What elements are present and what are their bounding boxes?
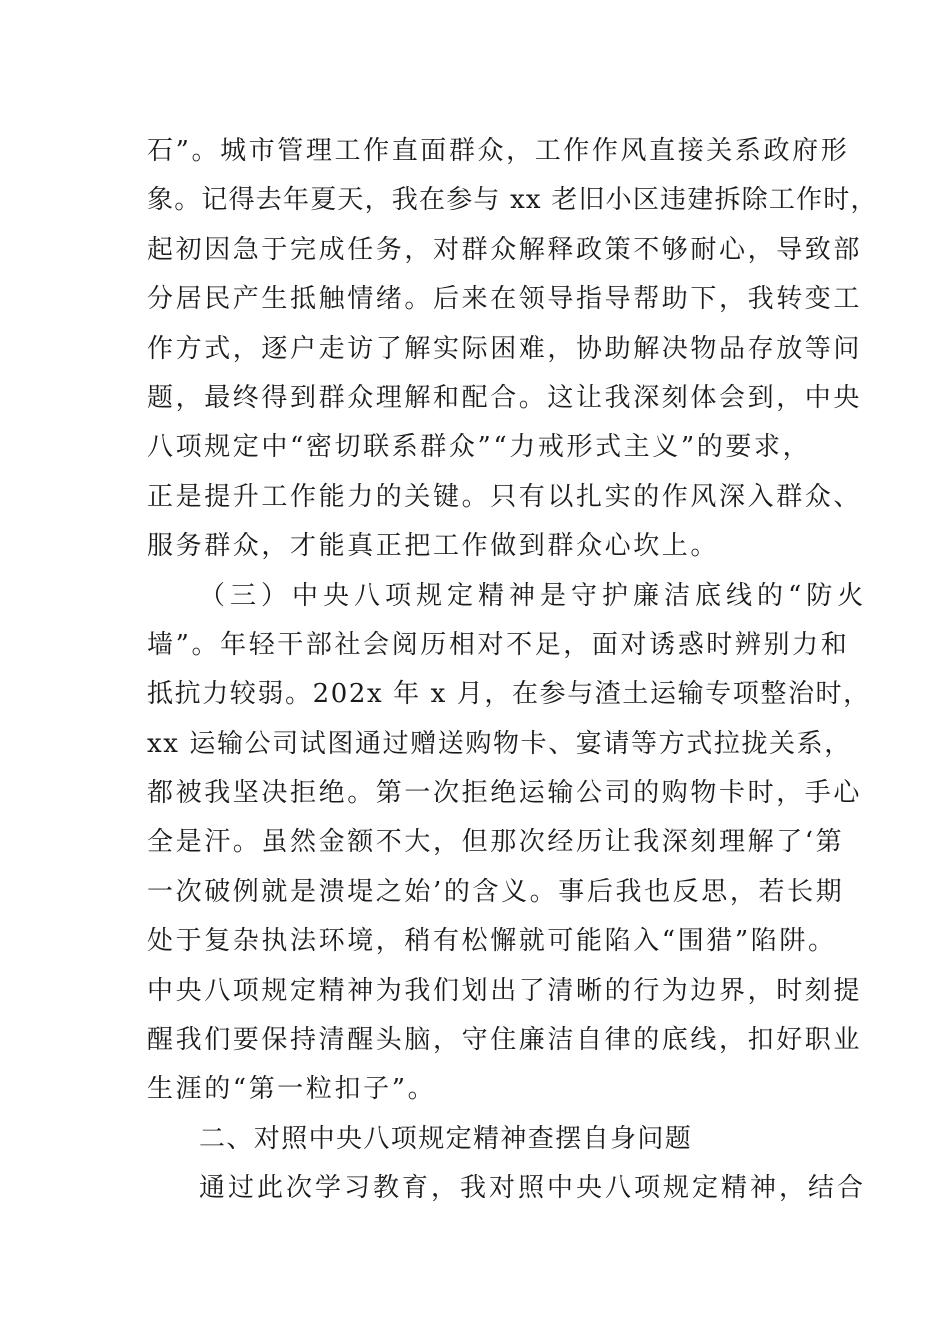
text-line: 分居民产生抵触情绪。后来在领导指导帮助下，我转变工 [147,284,863,315]
text-line: 抵抗力较弱。202x 年 x 月，在参与渣土运输专项整治时， [147,679,871,710]
section-heading-line: （三）中央八项规定精神是守护廉洁底线的“防火 [199,580,869,611]
text-line: 全是汗。虽然金额不大，但那次经历让我深刻理解了‘第 [147,827,845,858]
text-line: 通过此次学习教育，我对照中央八项规定精神，结合 [199,1173,867,1204]
text-line: 都被我坚决拒绝。第一次拒绝运输公司的购物卡时，手心 [147,778,863,809]
body-text [147,127,878,1214]
section-heading-line: 二、对照中央八项规定精神查摆自身问题 [199,1123,693,1154]
text-line: 作方式，逐户走访了解实际困难，协助解决物品存放等问 [147,333,863,364]
text-line: 墙”。年轻干部社会阅历相对不足，面对诱惑时辨别力和 [147,629,850,660]
text-line: 题，最终得到群众理解和配合。这让我深刻体会到，中央 [147,382,863,413]
text-line: 起初因急于完成任务，对群众解释政策不够耐心，导致部 [147,234,863,265]
text-line: 生涯的“第一粒扣子”。 [147,1074,437,1105]
text-line: 处于复杂执法环境，稍有松懈就可能陷入“围猎”陷阱。 [147,926,837,957]
text-line: 醒我们要保持清醒头脑，守住廉洁自律的底线，扣好职业 [147,1025,863,1056]
text-line: 八项规定中“密切联系群众”“力戒形式主义”的要求， [147,432,812,463]
text-line: 石”。城市管理工作直面群众，工作作风直接关系政府形 [147,136,850,166]
text-line: 象。记得去年夏天，我在参与 xx 老旧小区违建拆除工作时， [147,185,878,216]
text-line: 中央八项规定精神为我们划出了清晰的行为边界，时刻提 [147,975,863,1006]
text-line: 服务群众，才能真正把工作做到群众心坎上。 [147,531,720,562]
text-line: xx 运输公司试图通过赠送购物卡、宴请等方式拉拢关系， [147,728,852,759]
text-line: 正是提升工作能力的关键。只有以扎实的作风深入群众、 [147,481,863,512]
text-line: 一次破例就是溃堤之始’的含义。事后我也反思，若长期 [147,876,845,907]
